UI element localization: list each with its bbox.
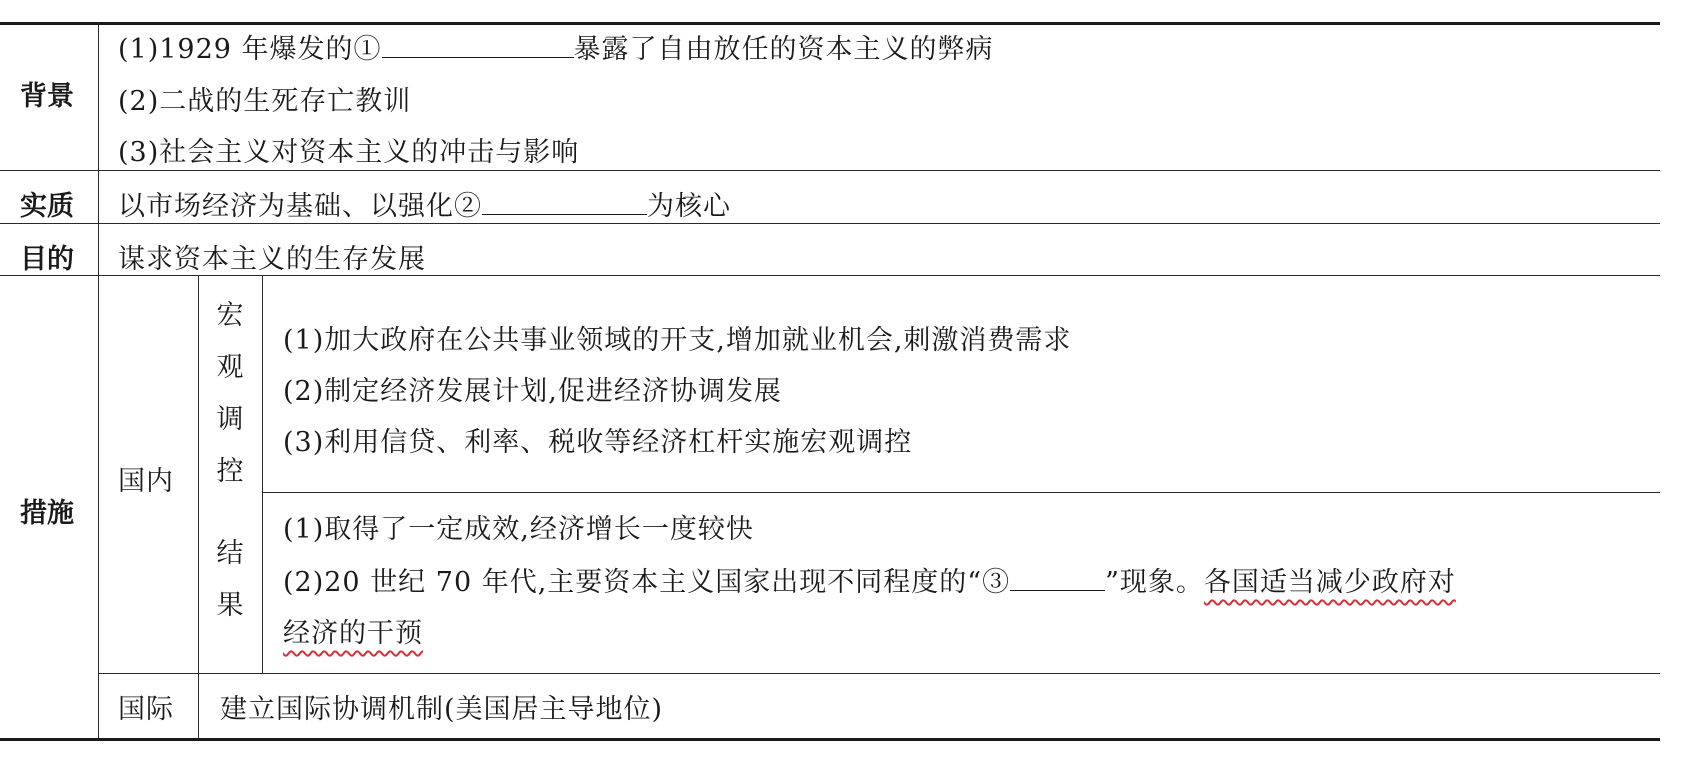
result-item-2: [283, 569, 1456, 596]
background-item-2: (2)二战的生死存亡教训: [118, 86, 412, 117]
row-divider: [0, 170, 1660, 171]
macro-item-3: (3)利用信贷、利率、税收等经济杠杆实施宏观调控: [283, 427, 913, 458]
label-column-divider: [98, 22, 99, 738]
result-item-2-continued: [283, 620, 423, 647]
essence-text-tail: 为核心: [647, 191, 731, 222]
row-divider: [0, 223, 1660, 224]
row-label-background: 背景: [20, 81, 74, 112]
macro-item-2: (2)制定经济发展计划,促进经济协调发展: [283, 376, 782, 407]
row-label-measures: 措施: [20, 498, 74, 529]
result-item-2-text: (2)20 世纪 70 年代,主要资本主义国家出现不同程度的“③: [283, 567, 1011, 598]
international-text: 建立国际协调机制(美国居主导地位): [220, 694, 664, 725]
sub-sub-label-column-divider: [262, 275, 263, 673]
sub-label-macro-control: 宏观调控: [216, 300, 244, 487]
wavy-underlined-text: 各国适当减少政府对: [1203, 567, 1456, 598]
essence-text: [118, 193, 731, 220]
fill-blank-1[interactable]: [382, 37, 574, 58]
fill-blank-2[interactable]: [482, 194, 647, 215]
sub-label-international: 国际: [118, 694, 174, 725]
wavy-underlined-text: 经济的干预: [283, 618, 423, 649]
background-item-3: (3)社会主义对资本主义的冲击与影响: [118, 137, 580, 168]
row-label-essence: 实质: [20, 191, 74, 222]
table-top-border: [0, 22, 1660, 25]
purpose-text: 谋求资本主义的生存发展: [118, 244, 426, 275]
sub-label-result: 结果: [216, 538, 244, 621]
row-label-purpose: 目的: [20, 244, 74, 275]
sub-row-divider: [98, 673, 1660, 674]
background-item-1-tail: 暴露了自由放任的资本主义的弊病: [573, 34, 994, 65]
essence-text-head: 以市场经济为基础、以强化②: [118, 191, 482, 222]
result-item-1: (1)取得了一定成效,经济增长一度较快: [283, 514, 754, 545]
sub-row-divider: [262, 492, 1660, 493]
sub-label-column-divider: [198, 275, 199, 738]
row-divider: [0, 275, 1660, 276]
result-item-2-mid: ”现象。: [1105, 567, 1204, 598]
background-item-1-text: (1)1929 年爆发的①: [118, 34, 382, 65]
background-item-1: [118, 36, 994, 63]
fill-blank-3[interactable]: [1010, 570, 1105, 591]
macro-item-1: (1)加大政府在公共事业领域的开支,增加就业机会,刺激消费需求: [283, 325, 1072, 356]
sub-label-domestic: 国内: [118, 466, 174, 497]
table-bottom-border: [0, 738, 1660, 741]
